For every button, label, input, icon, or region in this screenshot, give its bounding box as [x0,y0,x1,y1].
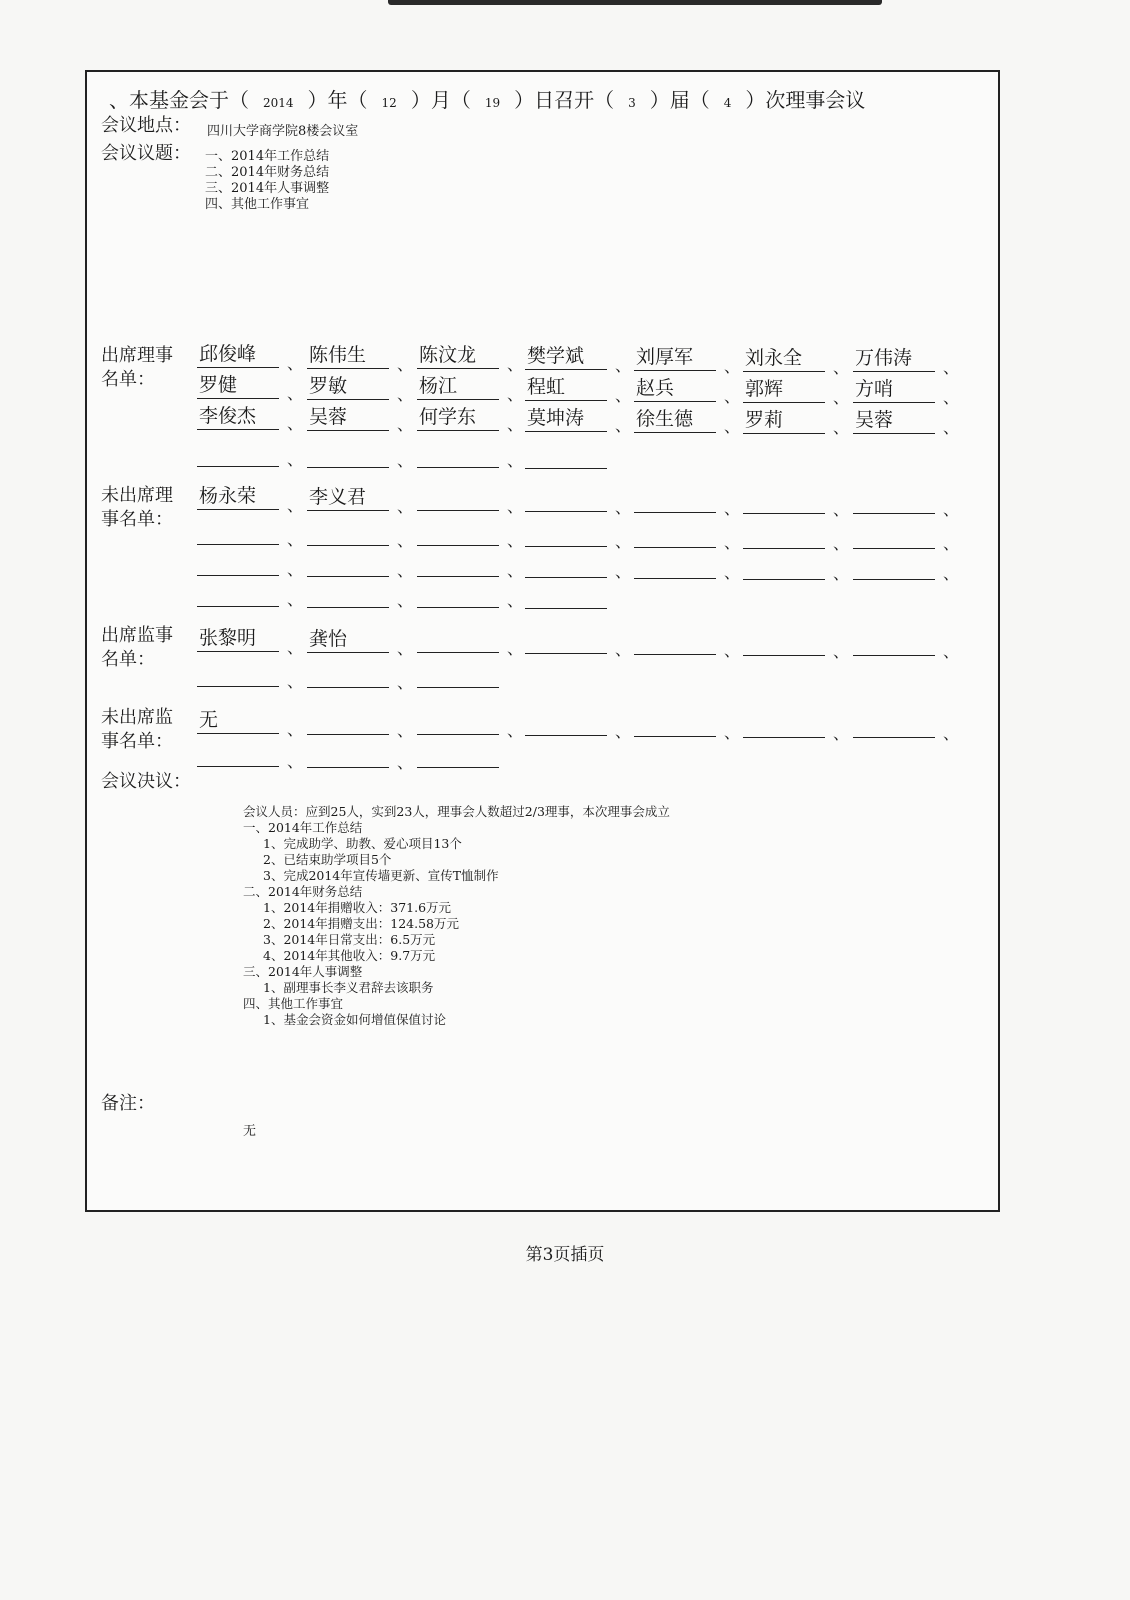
resolution-line: 二、2014年财务总结 [243,884,363,899]
separator-mark: 、 [615,532,632,552]
name-slot: 陈伟生 [307,343,389,369]
separator-mark: 、 [287,638,304,657]
name-slot: 莫坤涛 [525,406,607,432]
header-day-suffix: ）日召开（ [514,88,615,112]
separator-mark: 、 [397,638,414,658]
header-year-suffix: ）年（ [307,88,368,112]
separator-mark: 、 [287,384,304,403]
name-slot [307,662,389,688]
resolution-line: 四、其他工作事宜 [243,996,344,1011]
name-slot: 罗敏 [307,374,389,400]
absent-directors-label: 未出席理 事名单： [101,485,173,530]
name-slot: 方哨 [853,377,935,403]
agenda-item: 一、2014年工作总结 [205,149,330,164]
separator-mark: 、 [724,356,741,376]
separator-mark: 、 [397,384,414,404]
name-slot: 杨江 [417,374,499,400]
name-slot: 罗健 [197,373,279,399]
name-slot [417,627,499,653]
separator-mark: 、 [615,386,632,406]
separator-mark: 、 [615,640,632,660]
separator-mark: 、 [397,560,414,580]
separator-mark: 、 [943,564,960,584]
separator-mark: 、 [833,387,850,407]
name-slot [307,551,389,577]
separator-mark: 、 [943,418,960,438]
name-slot [197,581,279,607]
name-slot: 万伟涛 [853,346,935,372]
name-slot [743,488,825,514]
header-session: 3 [628,96,636,110]
separator-mark: 、 [507,561,524,581]
separator-mark: 、 [833,357,850,377]
remarks-label: 备注： [101,1093,155,1114]
separator-mark: 、 [615,356,632,376]
separator-mark: 、 [724,562,741,582]
name-slot: 无 [197,708,279,734]
name-slot: 李俊杰 [197,404,279,430]
separator-mark: 、 [833,499,850,519]
name-slot [525,583,607,609]
separator-mark: 、 [397,590,414,610]
separator-mark: 、 [397,496,414,516]
separator-mark: 、 [287,590,304,609]
separator-mark: 、 [943,642,960,662]
separator-mark: 、 [615,416,632,436]
name-slot [307,520,389,546]
separator-mark: 、 [507,721,524,741]
separator-mark: 、 [724,532,741,552]
header-prefix: 、本基金会于（ [109,88,249,112]
separator-mark: 、 [287,752,304,771]
meeting-record-form [85,70,1000,1212]
agenda-list [205,149,329,213]
name-slot [197,519,279,545]
name-slot [417,582,499,608]
location-value: 四川大学商学院8楼会议室 [207,124,359,139]
separator-mark: 、 [397,414,414,434]
name-slot [417,662,499,688]
separator-mark: 、 [507,497,524,517]
name-slot [743,630,825,656]
header-session-suffix: ）届（ [649,88,710,112]
separator-mark: 、 [287,354,304,373]
name-slot [417,742,499,768]
header-count: 4 [723,96,732,110]
separator-mark: 、 [287,496,304,515]
separator-mark: 、 [287,672,304,691]
name-slot [307,709,389,735]
separator-mark: 、 [724,722,741,742]
header-month-suffix: ）月（ [410,88,471,112]
agenda-item: 三、2014年人事调整 [205,181,330,196]
name-slot [525,628,607,654]
name-slot: 李义君 [307,485,389,511]
name-slot [634,553,716,579]
separator-mark: 、 [833,417,850,437]
name-slot [525,521,607,547]
absent-supervisors-label: 未出席监 事名单： [101,707,173,752]
separator-mark: 、 [507,639,524,659]
remarks-value: 无 [243,1124,257,1139]
separator-mark: 、 [287,560,304,579]
name-slot [307,442,389,468]
name-slot [417,709,499,735]
agenda-item: 二、2014年财务总结 [205,165,330,180]
resolution-line: 1、完成助学、助教、爱心项目13个 [263,836,462,851]
name-slot [307,742,389,768]
name-slot: 陈汶龙 [417,343,499,369]
header-year: 2014 [263,96,294,110]
separator-mark: 、 [507,385,524,405]
separator-mark: 、 [833,723,850,743]
name-slot: 郭辉 [743,377,825,403]
resolution-line: 3、2014年日常支出：6.5万元 [263,932,436,947]
resolution-line: 1、副理事长李义君辞去该职务 [263,980,434,995]
name-slot [525,443,607,469]
separator-mark: 、 [287,720,304,739]
separator-mark: 、 [507,591,524,611]
separator-mark: 、 [397,450,414,470]
name-slot [197,661,279,687]
name-slot [197,441,279,467]
resolution-line: 3、完成2014年宣传墙更新、宣传T恤制作 [263,868,499,883]
separator-mark: 、 [397,720,414,740]
name-slot: 徐生德 [634,407,716,433]
name-slot [743,523,825,549]
name-slot [417,442,499,468]
resolution-line: 1、2014年捐赠收入：371.6万元 [263,900,452,915]
page-footer: 第3页插页 [525,1245,605,1265]
agenda-label: 会议议题： [101,143,191,164]
name-slot [525,710,607,736]
name-slot: 刘厚军 [634,345,716,371]
separator-mark: 、 [287,530,304,549]
attending-directors-label: 出席理事 名单： [101,345,173,390]
separator-mark: 、 [833,641,850,661]
resolution-line: 2、已结束助学项目5个 [263,852,392,867]
name-slot: 邱俊峰 [197,342,279,368]
separator-mark: 、 [397,752,414,772]
agenda-item: 四、其他工作事宜 [205,197,310,212]
separator-mark: 、 [943,500,960,520]
separator-mark: 、 [833,533,850,553]
name-slot [853,488,935,514]
name-slot [743,554,825,580]
name-slot [853,523,935,549]
header-day: 19 [484,96,501,110]
separator-mark: 、 [943,724,960,744]
name-slot [525,552,607,578]
name-slot: 樊学斌 [525,344,607,370]
name-slot: 龚怡 [307,627,389,653]
separator-mark: 、 [724,386,741,406]
name-slot [634,711,716,737]
separator-mark: 、 [943,358,960,378]
scan-edge-mark [388,0,882,5]
name-slot [197,550,279,576]
name-slot [417,485,499,511]
name-slot: 吴蓉 [307,405,389,431]
name-slot: 何学东 [417,405,499,431]
name-slot [525,486,607,512]
name-slot [634,629,716,655]
separator-mark: 、 [724,416,741,436]
name-slot [853,712,935,738]
resolution-line: 2、2014年捐赠支出：124.58万元 [263,916,460,931]
name-slot [634,487,716,513]
name-slot: 杨永荣 [197,484,279,510]
attending-supervisors-label: 出席监事 名单： [101,625,173,670]
resolution-line: 4、2014年其他收入：9.7万元 [263,948,436,963]
name-slot: 罗莉 [743,408,825,434]
separator-mark: 、 [943,534,960,554]
resolution-label: 会议决议： [101,771,191,792]
resolution-line: 会议人员：应到25人，实到23人，理事会人数超过2/3理事，本次理事会成立 [243,804,670,819]
separator-mark: 、 [507,531,524,551]
name-slot [853,554,935,580]
separator-mark: 、 [724,640,741,660]
resolution-line: 三、2014年人事调整 [243,964,363,979]
resolution-line: 1、基金会资金如何增值保值讨论 [263,1012,446,1027]
separator-mark: 、 [507,355,524,375]
separator-mark: 、 [615,498,632,518]
separator-mark: 、 [287,414,304,433]
name-slot: 赵兵 [634,376,716,402]
separator-mark: 、 [397,530,414,550]
separator-mark: 、 [833,563,850,583]
separator-mark: 、 [615,722,632,742]
name-slot: 程虹 [525,375,607,401]
separator-mark: 、 [507,451,524,471]
name-slot [853,630,935,656]
name-slot: 刘永全 [743,346,825,372]
separator-mark: 、 [507,415,524,435]
name-slot: 张黎明 [197,626,279,652]
name-slot [634,522,716,548]
header-count-suffix: ）次理事会议 [745,88,866,112]
separator-mark: 、 [724,498,741,518]
separator-mark: 、 [615,562,632,582]
name-slot [417,520,499,546]
name-slot: 吴蓉 [853,408,935,434]
resolution-line: 一、2014年工作总结 [243,820,363,835]
separator-mark: 、 [287,450,304,469]
separator-mark: 、 [397,354,414,374]
name-slot [307,582,389,608]
location-label: 会议地点： [101,115,191,136]
meeting-header [109,84,865,113]
name-slot [197,741,279,767]
separator-mark: 、 [943,388,960,408]
header-month: 12 [381,96,397,110]
name-slot [417,551,499,577]
name-slot [743,712,825,738]
separator-mark: 、 [397,672,414,692]
